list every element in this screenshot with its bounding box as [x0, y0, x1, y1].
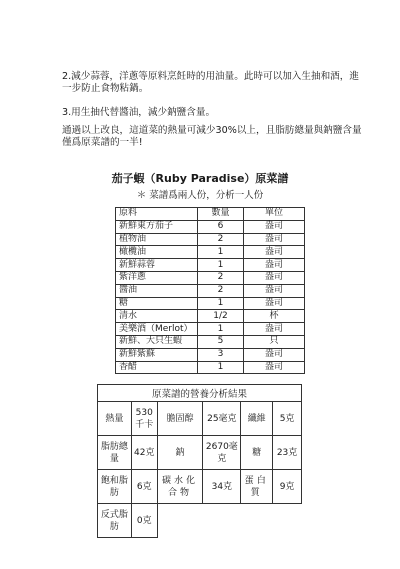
nutrient-value: 0克: [131, 504, 157, 538]
header-unit: 單位: [244, 208, 305, 221]
ingredients-table: [115, 207, 305, 374]
ingredient-qty: 3: [198, 348, 244, 361]
table-row: [116, 335, 305, 348]
ingredient-qty: 2: [198, 233, 244, 246]
empty-cell: [157, 504, 301, 538]
ingredient-qty: 2: [198, 271, 244, 284]
nutrient-value: 5克: [273, 402, 302, 436]
ingredient-qty: 1/2: [198, 310, 244, 323]
ingredient-qty: 1: [198, 246, 244, 259]
nutrient-value: 34克: [203, 470, 241, 504]
table-row: [98, 436, 302, 470]
table-row: [116, 259, 305, 272]
ingredient-unit: 杯: [244, 310, 305, 323]
nutrition-caption: 原菜譜的營養分析結果: [97, 384, 302, 401]
header-quantity: 數量: [198, 208, 244, 221]
paragraph-summary: 通過以上改良，這道菜的熱量可減少30%以上，且脂肪總量與鈉鹽含量僅爲原菜譜的一半!: [62, 125, 362, 148]
serving-note: ＊ 菜譜爲兩人份，分析一人份: [136, 190, 264, 201]
ingredient-unit: 盎司: [244, 361, 305, 374]
nutrient-value: 42克: [131, 436, 157, 470]
ingredients-header-row: [116, 208, 305, 221]
nutrient-label: 反式脂肪: [98, 504, 132, 538]
ingredient-unit: 只: [244, 335, 305, 348]
ingredient-name: 新鮮東方茄子: [116, 220, 198, 233]
nutrient-value: 23克: [273, 436, 302, 470]
table-row: [116, 361, 305, 374]
table-row: [116, 246, 305, 259]
header-ingredient: 原料: [116, 208, 198, 221]
ingredient-name: 清水: [116, 310, 198, 323]
table-row: [116, 297, 305, 310]
ingredient-name: 橄欖油: [116, 246, 198, 259]
ingredient-unit: 盎司: [244, 220, 305, 233]
ingredient-name: 紫洋蔥: [116, 271, 198, 284]
paragraph-reduce-oil: 2.減少蒜蓉，洋蔥等原料烹飪時的用油量。此時可以加入生抽和酒，進一步防止食物粘鍋。: [62, 71, 359, 94]
ingredient-unit: 盎司: [244, 271, 305, 284]
table-row: [98, 402, 302, 436]
paragraph-soy-sauce: 3.用生抽代替醬油，減少鈉鹽含量。: [62, 107, 216, 118]
ingredient-name: 美樂酒（Merlot）: [116, 323, 198, 336]
ingredient-unit: 盎司: [244, 246, 305, 259]
nutrient-label: 鈉: [157, 436, 203, 470]
ingredient-unit: 盎司: [244, 297, 305, 310]
ingredient-name: 新鮮蒜蓉: [116, 259, 198, 272]
ingredient-qty: 6: [198, 220, 244, 233]
ingredient-qty: 1: [198, 259, 244, 272]
nutrient-value: 2670毫克: [203, 436, 241, 470]
nutrient-label: 糖: [241, 436, 273, 470]
ingredient-unit: 盎司: [244, 323, 305, 336]
nutrient-value: 530千卡: [131, 402, 157, 436]
ingredient-name: 植物油: [116, 233, 198, 246]
nutrient-label: 飽和脂肪: [98, 470, 132, 504]
recipe-title: 茄子蝦（Ruby Paradise）原菜譜: [111, 172, 289, 185]
table-row: [116, 233, 305, 246]
ingredient-name: 新鮮、大只生蝦: [116, 335, 198, 348]
table-row: [116, 348, 305, 361]
ingredient-qty: 5: [198, 335, 244, 348]
ingredient-qty: 1: [198, 323, 244, 336]
table-row: [116, 310, 305, 323]
nutrient-label: 脂肪總量: [98, 436, 132, 470]
nutrient-value: 25毫克: [203, 402, 241, 436]
ingredient-unit: 盎司: [244, 348, 305, 361]
nutrient-label: 碳水化合物: [157, 470, 203, 504]
ingredient-unit: 盎司: [244, 284, 305, 297]
ingredient-name: 香醋: [116, 361, 198, 374]
table-row: [116, 271, 305, 284]
nutrient-value: 6克: [131, 470, 157, 504]
nutrient-label: 纖維: [241, 402, 273, 436]
nutrient-label: 膽固醇: [157, 402, 203, 436]
nutrient-label: 熱量: [98, 402, 132, 436]
ingredient-name: 糖: [116, 297, 198, 310]
nutrient-label: 蛋白質: [241, 470, 273, 504]
table-row: [116, 323, 305, 336]
ingredient-unit: 盎司: [244, 233, 305, 246]
table-row: [98, 470, 302, 504]
ingredient-unit: 盎司: [244, 259, 305, 272]
table-row: [98, 504, 302, 538]
ingredient-qty: 2: [198, 284, 244, 297]
nutrition-table: [97, 384, 302, 538]
ingredient-qty: 1: [198, 361, 244, 374]
ingredient-qty: 1: [198, 297, 244, 310]
ingredient-name: 醬油: [116, 284, 198, 297]
ingredient-name: 新鮮紫蘇: [116, 348, 198, 361]
table-row: [116, 284, 305, 297]
table-row: [116, 220, 305, 233]
nutrient-value: 9克: [273, 470, 302, 504]
